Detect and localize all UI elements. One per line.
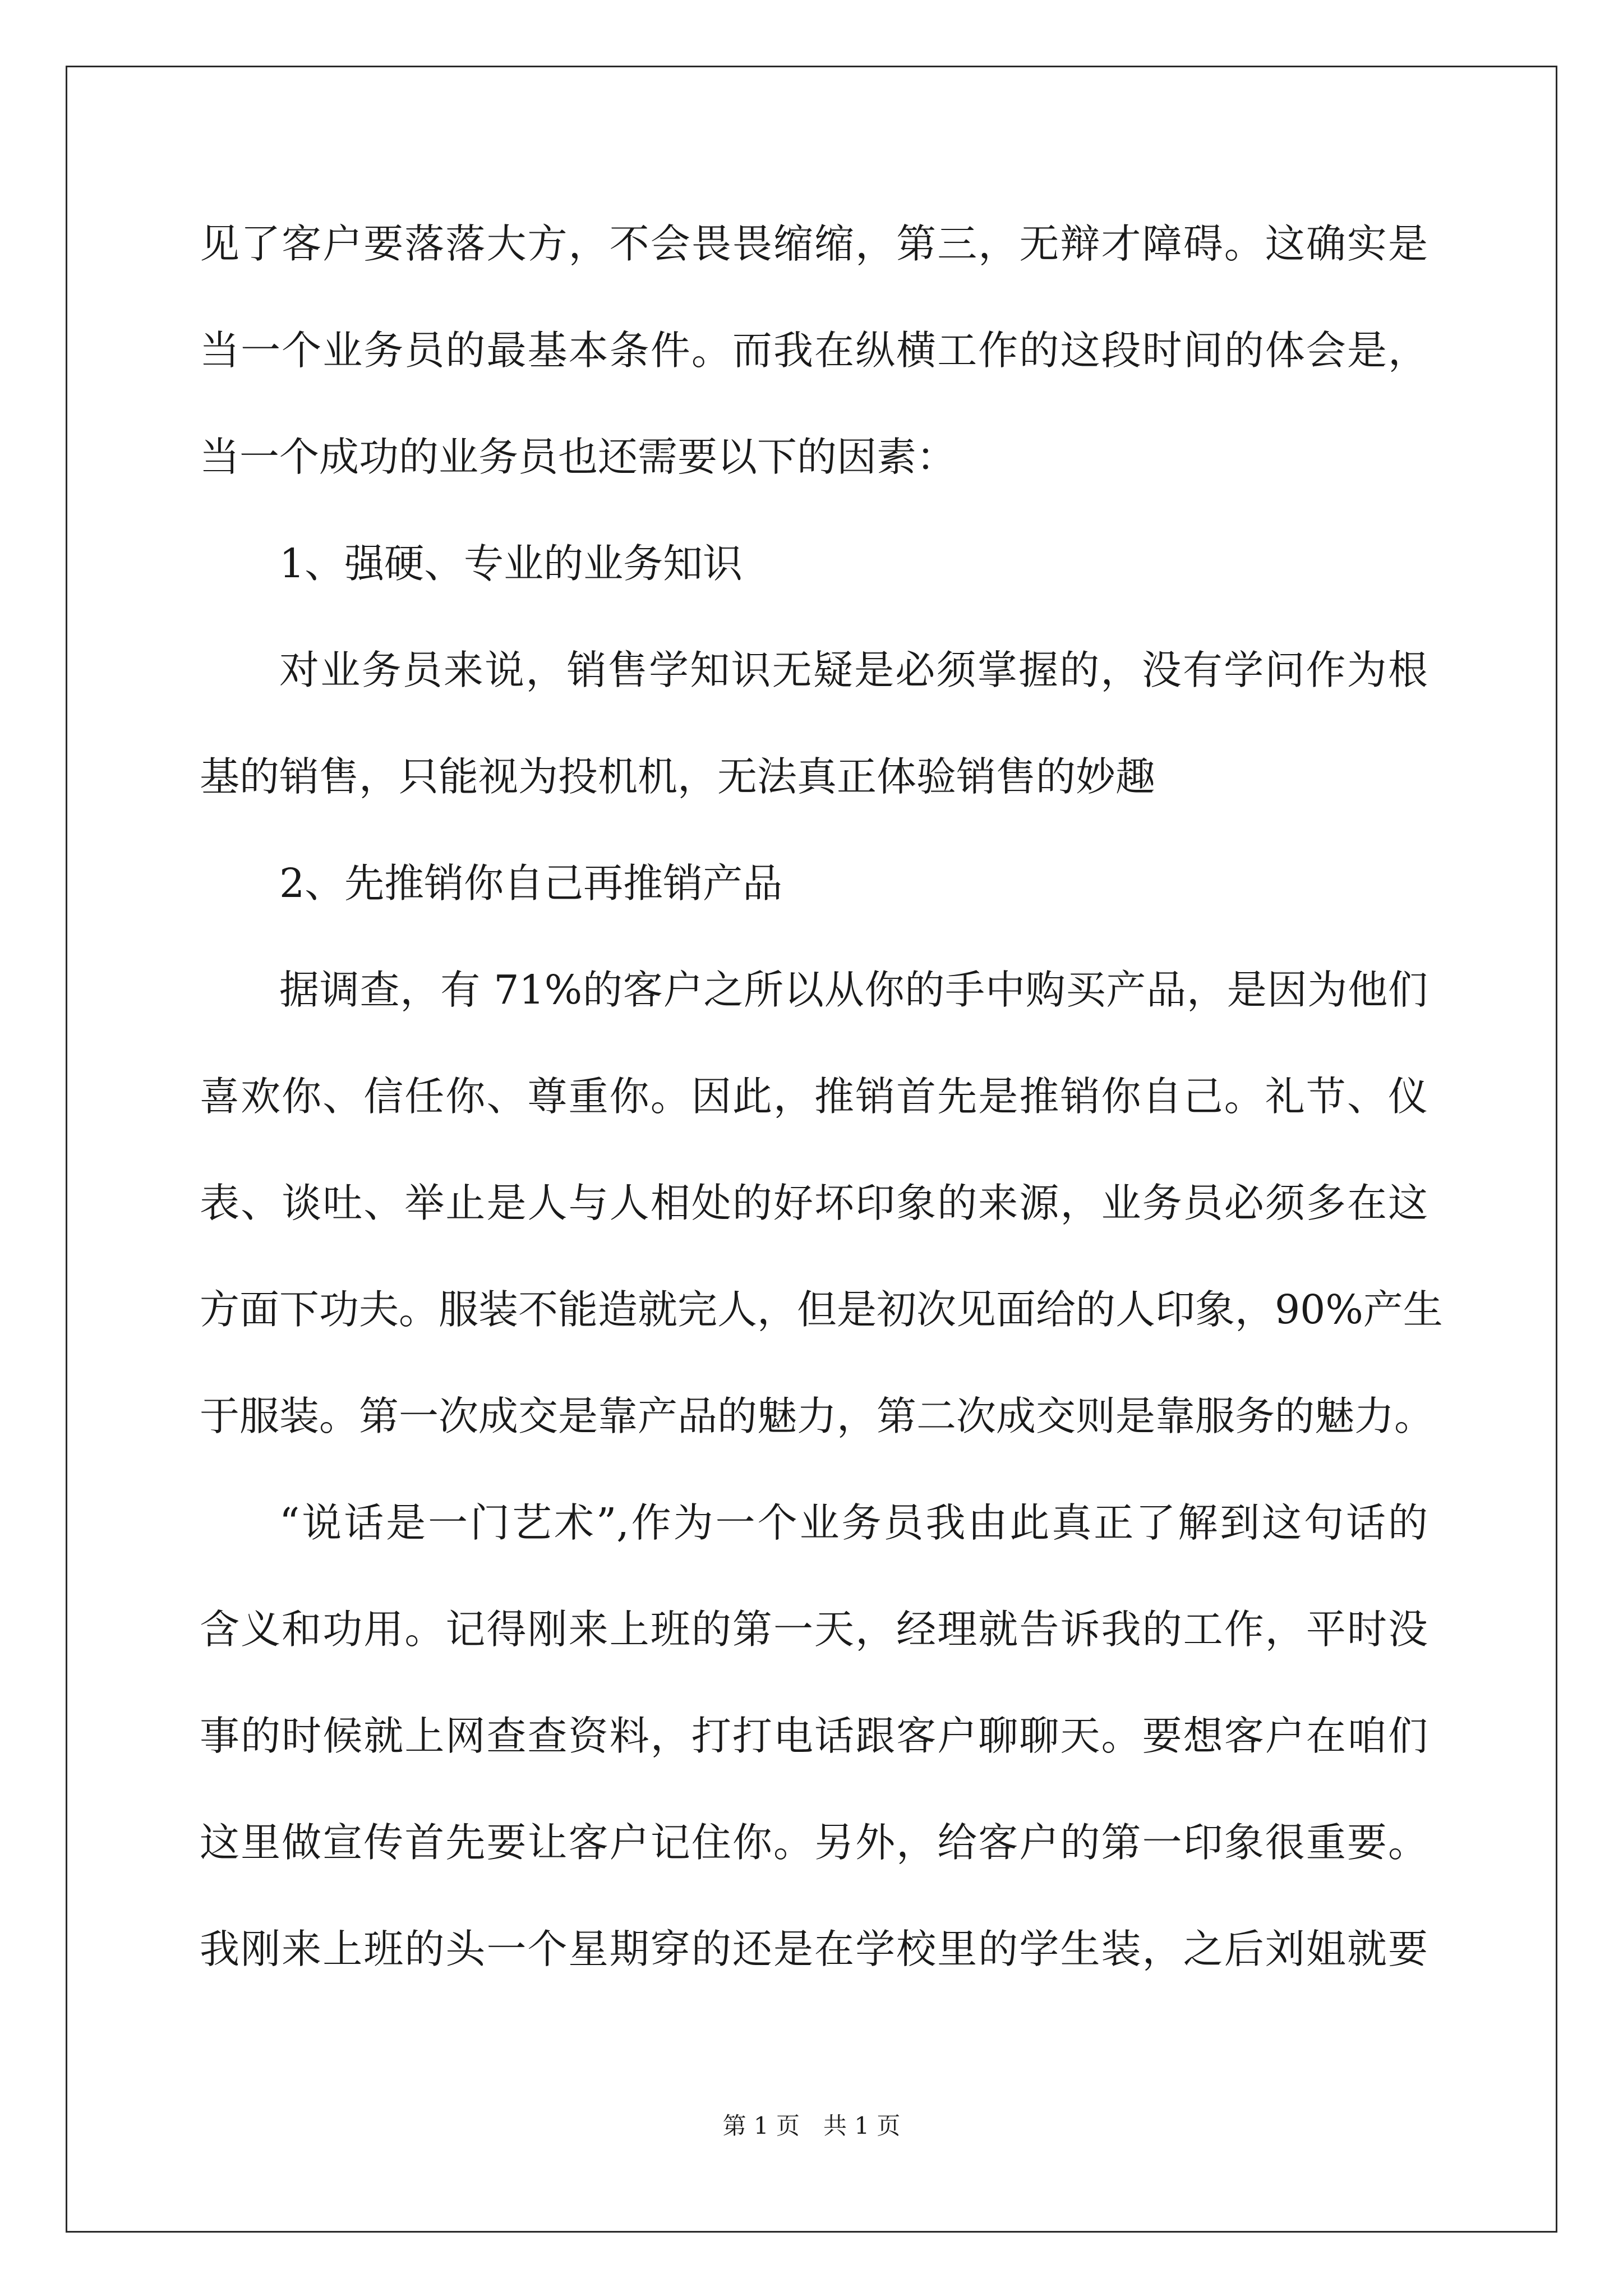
text-line: 据调查，有 71%的客户之所以从你的手中购买产品，是因为他们 bbox=[279, 967, 1428, 1013]
text-line: 当一个成功的业务员也还需要以下的因素： bbox=[200, 434, 957, 480]
text-line: 于服装。第一次成交是靠产品的魅力，第二次成交则是靠服务的魅力。 bbox=[200, 1393, 1435, 1439]
page-number-footer: 第 1 页 共 1 页 bbox=[722, 2112, 901, 2139]
section-heading: 1、强硬、专业的业务知识 bbox=[279, 540, 743, 587]
text-line: 基的销售，只能视为投机机，无法真正体验销售的妙趣 bbox=[200, 753, 1156, 800]
text-line: 方面下功夫。服装不能造就完人，但是初次见面给的人印象，90%产生 bbox=[200, 1286, 1443, 1333]
text-line: 表、谈吐、举止是人与人相处的好坏印象的来源，业务员必须多在这 bbox=[200, 1180, 1428, 1226]
page-border bbox=[66, 66, 1557, 2233]
section-heading: 2、先推销你自己再推销产品 bbox=[279, 860, 783, 907]
text-line: “说话是一门艺术”,作为一个业务员我由此真正了解到这句话的 bbox=[279, 1499, 1428, 1546]
text-line: 这里做宣传首先要让客户记住你。另外，给客户的第一印象很重要。 bbox=[200, 1819, 1428, 1866]
text-line: 事的时候就上网查查资料，打打电话跟客户聊聊天。要想客户在咱们 bbox=[200, 1713, 1428, 1759]
text-line: 含义和功用。记得刚来上班的第一天，经理就告诉我的工作，平时没 bbox=[200, 1606, 1428, 1653]
text-line: 见了客户要落落大方，不会畏畏缩缩，第三，无辩才障碍。这确实是 bbox=[200, 220, 1428, 267]
text-line: 对业务员来说，销售学知识无疑是必须掌握的，没有学问作为根 bbox=[279, 647, 1428, 693]
text-line: 喜欢你、信任你、尊重你。因此，推销首先是推销你自己。礼节、仪 bbox=[200, 1073, 1428, 1120]
text-line: 当一个业务员的最基本条件。而我在纵横工作的这段时间的体会是， bbox=[200, 327, 1428, 374]
text-line: 我刚来上班的头一个星期穿的还是在学校里的学生装，之后刘姐就要 bbox=[200, 1926, 1428, 1972]
